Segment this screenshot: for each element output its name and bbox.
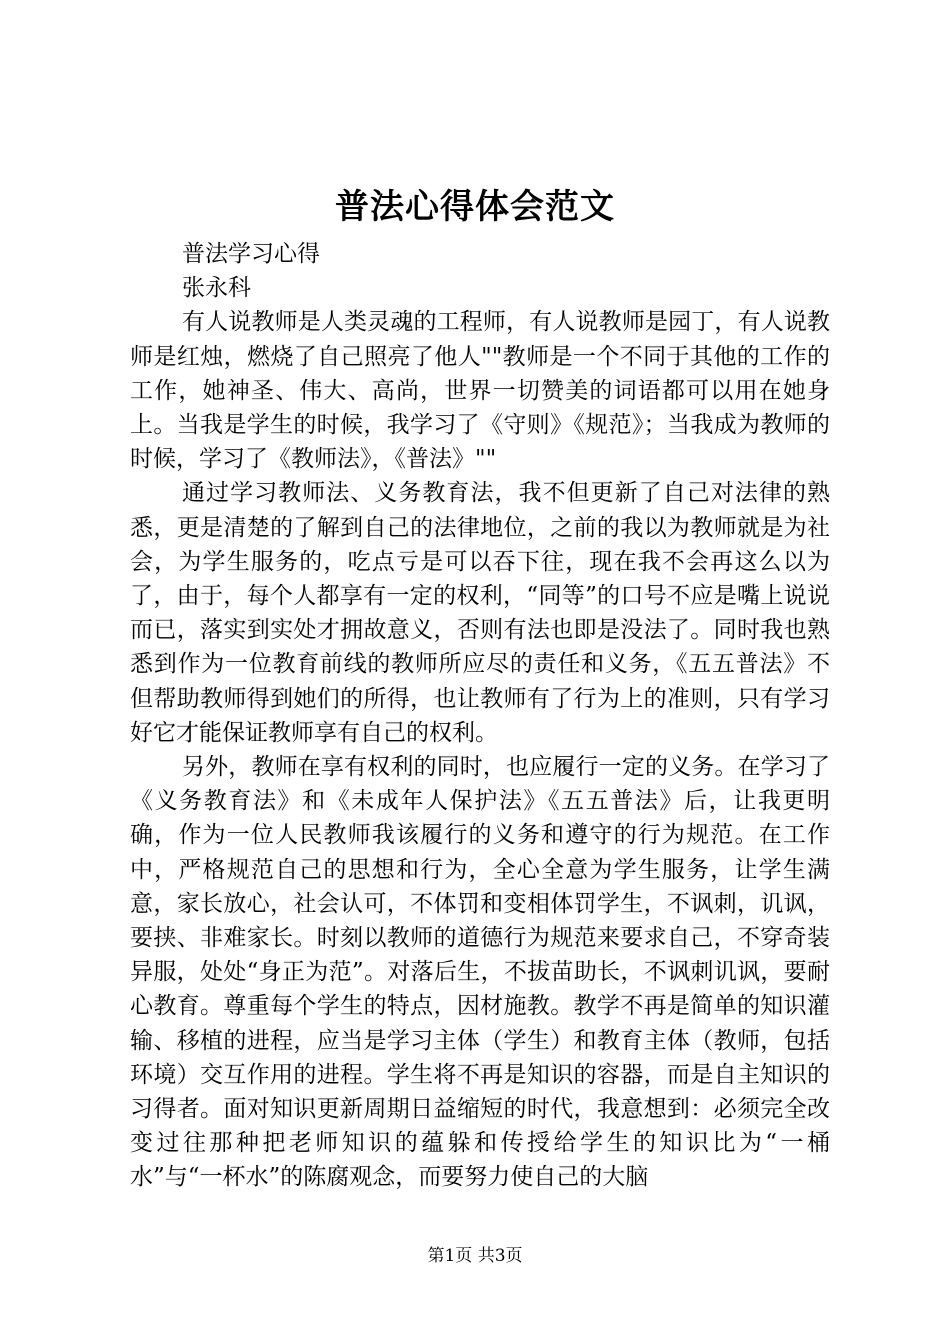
paragraph-2: 通过学习教师法、义务教育法，我不但更新了自己对法律的熟悉，更是清楚的了解到自己的法律地位，之前的我以为教师就是为社会，为学生服务的，吃点亏是可以吞下往，现在我不会再这么以为了，由于，每个人都享有一定的权利，“同等”的口号不应是嘴上说说而已，落实到实处才拥故意义，否则有法也即是没法了。同时我也熟悉到作为一位教育前线的教师所应尽的责任和义务，《五五普法》不但帮助教师得到她们的所得，也让教师有了行为上的准则，只有学习好它才能保证教师享有自己的权利。 [130,480,830,746]
paragraph-3: 另外，教师在享有权利的同时，也应履行一定的义务。在学习了《义务教育法》和《未成年人保护法》《五五普法》后，让我更明确，作为一位人民教师我该履行的义务和遵守的行为规范。在工作中，严格规范自己的思想和行为，全心全意为学生服务，让学生满意，家长放心，社会认可，不体罚和变相体罚学生，不讽刺，讥讽，要挟、非难家长。时刻以教师的道德行为规范来要求自己，不穿奇装异服，处处“身正为范”。对落后生，不拔苗助长，不讽刺讥讽，要耐心教育。尊重每个学生的特点，因材施教。教学不再是简单的知识灌输、移植的进程，应当是学习主体（学生）和教育主体（教师，包括环境）交互作用的进程。学生将不再是知识的容器，而是自主知识的习得者。面对知识更新周期日益缩短的时代，我意想到：必须完全改变过往那种把老师知识的蕴躲和传授给学生的知识比为“一桶水”与“一杯水”的陈腐观念，而要努力使自己的大脑 [130,754,830,1191]
page-footer: 第1页 共3页 [427,1246,523,1266]
paragraph-1: 有人说教师是人类灵魂的工程师，有人说教师是园丁，有人说教师是红烛，燃烧了自己照亮了他人""教师是一个不同于其他的工作的工作，她神圣、伟大、高尚，世界一切赞美的词语都可以用在她身上。当我是学生的时候，我学习了《守则》《规范》；当我成为教师的时候，学习了《教师法》，《普法》"" [130,309,830,473]
document-subtitle: 普法学习心得 [182,241,320,267]
document-title: 普法心得体会范文 [335,187,615,227]
document-author: 张永科 [182,275,251,302]
document-body [130,237,830,1195]
